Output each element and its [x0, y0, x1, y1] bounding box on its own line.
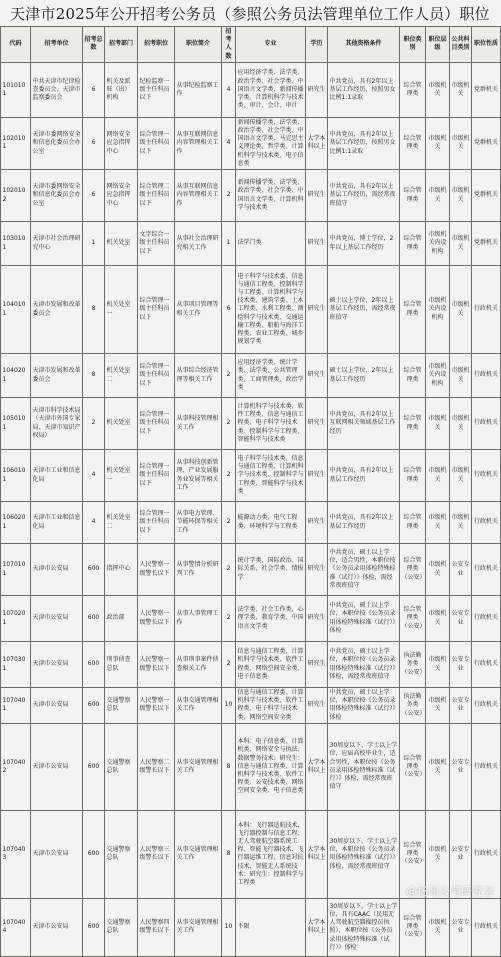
cell-description: 从事交通管理相关工作 — [175, 898, 222, 956]
cell-unit-total: 2 — [83, 398, 105, 450]
cell-level: 市级机关内设机构 — [426, 354, 450, 398]
cell-exam-type: 公安专业 — [450, 810, 472, 898]
cell-major: 新闻传播学类、法学类、政治学类、社会学类、中国语言文学类、计算机科学与技术类 — [236, 170, 306, 222]
cell-code: 1070404 — [1, 898, 31, 956]
cell-nature: 党群机关 — [472, 117, 501, 169]
cell-department: 机关处室 — [105, 398, 138, 450]
cell-category: 综合管理类（公安） — [400, 898, 426, 956]
cell-position: 文字综合一级主任科员以下 — [138, 222, 175, 266]
cell-code: 1070401 — [1, 688, 31, 724]
page-title: 天津市2025年公开招考公务员（参照公务员法管理单位工作人员）职位 — [10, 4, 490, 23]
cell-position: 人民警察三级警长以下 — [138, 810, 175, 898]
cell-unit-total: 600 — [83, 723, 105, 810]
cell-unit: 天津市公安局 — [31, 688, 83, 724]
cell-nature: 行政机关 — [472, 398, 501, 450]
cell-nature: 行政机关 — [472, 688, 501, 724]
table-row — [1, 502, 501, 544]
cell-position: 综合管理一级主任科员以下 — [138, 398, 175, 450]
cell-nature: 党群机关 — [472, 62, 501, 117]
cell-department: 交通警察总队 — [105, 810, 138, 898]
header-unit: 招考单位 — [31, 27, 83, 63]
cell-exam-type: 市级机关 — [450, 354, 472, 398]
cell-requirements: 硕士以上学位，2年以上基层工作经历，需经常夜班值守 — [328, 266, 400, 354]
cell-major: 本科：飞行器适航技术、飞行器控制与信息工程、无人驾驶航空器系统工程、智能飞行器技术、飞行器运维工程、信息对抗技术、智能无人系统技术；研究生：控制科学与工程类 — [236, 810, 306, 898]
cell-level: 市级机关 — [426, 398, 450, 450]
cell-level: 市级机关 — [426, 117, 450, 169]
cell-headcount: 1 — [222, 222, 236, 266]
cell-category: 执法勤务类（公安） — [400, 688, 426, 724]
cell-department: 交通警察总队 — [105, 723, 138, 810]
header-level: 职位层级 — [426, 27, 450, 63]
cell-code: 1050101 — [1, 398, 31, 450]
cell-unit-total: 600 — [83, 596, 105, 642]
table-row — [1, 62, 501, 117]
cell-code: 1070201 — [1, 596, 31, 642]
cell-requirements: 中共党员，硕士以上学位，本职位按《公务员录用体检特殊标准（试行）》体检 — [328, 596, 400, 642]
cell-headcount: 4 — [222, 62, 236, 117]
cell-requirements: 中共党员，硕士以上学位，本职位按《公务员录用体检特殊标准（试行）》体检，需经常夜班值守 — [328, 642, 400, 688]
cell-description: 从事社会治理研究相关工作 — [175, 222, 222, 266]
cell-category: 综合管理类 — [400, 266, 426, 354]
cell-description: 从事刑事案件侦查相关工作 — [175, 642, 222, 688]
cell-exam-type: 公安专业 — [450, 898, 472, 956]
cell-headcount: 2 — [222, 642, 236, 688]
cell-level: 市级机关 — [426, 62, 450, 117]
cell-unit-total: 600 — [83, 810, 105, 898]
cell-level: 市级机关 — [426, 642, 450, 688]
cell-category: 综合管理类 — [400, 354, 426, 398]
cell-category: 综合管理类 — [400, 222, 426, 266]
cell-position: 人民警察一级警长以下 — [138, 688, 175, 724]
header-nature: 职位性质 — [472, 27, 501, 63]
cell-headcount: 2 — [222, 502, 236, 544]
cell-education: 大学本科以上 — [306, 723, 328, 810]
cell-requirements: 中共党员，具有2年以上基层工作经历，需经常夜班值守 — [328, 170, 400, 222]
cell-headcount: 2 — [222, 450, 236, 502]
cell-position: 综合管理一级主任科员以下 — [138, 354, 175, 398]
cell-position: 综合管理一级主任科员以下 — [138, 450, 175, 502]
watermark: @扬州公考研究会 — [406, 885, 494, 898]
cell-nature: 党群机关 — [472, 170, 501, 222]
cell-requirements: 30周岁以下，学士以上学位，具有CAAC（民用无人驾驶航空器操控员执照），本职位按《公务员录用体检特殊标准（试行）》体检 — [328, 898, 400, 956]
table-row — [1, 898, 501, 956]
cell-position: 综合管理二级主任科员以下 — [138, 170, 175, 222]
cell-unit: 中共天津市纪律检查委员会、天津市监察委员会 — [31, 62, 83, 117]
cell-description: 从事人事管理工作 — [175, 596, 222, 642]
cell-nature: 行政机关 — [472, 354, 501, 398]
cell-major: 新闻传播学类、法学类、政治学类、社会学类、中国语言文学类、马克思主义理论类、哲学类、计算机科学与技术类、电子信息类 — [236, 117, 306, 169]
cell-level: 市级机关内设机构 — [426, 222, 450, 266]
cell-exam-type: 市级机关 — [450, 502, 472, 544]
cell-position: 人民警察一级警长以下 — [138, 642, 175, 688]
cell-unit: 天津市发展和改革委员会 — [31, 354, 83, 398]
header-major: 专业 — [236, 27, 306, 63]
cell-headcount: 4 — [222, 117, 236, 169]
cell-department: 交通警察总队 — [105, 898, 138, 956]
cell-position: 人民警察一级警长以下 — [138, 596, 175, 642]
cell-education: 研究生 — [306, 354, 328, 398]
cell-description: 从事警情分析研判工作 — [175, 544, 222, 596]
cell-code: 1070301 — [1, 642, 31, 688]
cell-requirements: 硕士以上学位，2年以上基层工作经历 — [328, 354, 400, 398]
cell-exam-type: 公安专业 — [450, 688, 472, 724]
table-row — [1, 117, 501, 169]
cell-department: 刑事侦查总队 — [105, 642, 138, 688]
cell-nature: 行政机关 — [472, 898, 501, 956]
header-position: 招考职位 — [138, 27, 175, 63]
cell-requirements: 30周岁以下，学士以上学位，本职位按《公务员录用体检特殊标准（试行）》体检，需经常夜班值守 — [328, 810, 400, 898]
cell-category: 综合管理类 — [400, 62, 426, 117]
cell-education: 研究生 — [306, 688, 328, 724]
cell-unit: 天津市发展和改革委员会 — [31, 266, 83, 354]
cell-requirements: 中共党员，具有2年以上基层工作经历 — [328, 502, 400, 544]
cell-nature: 行政机关 — [472, 596, 501, 642]
cell-unit: 天津市委网络安全和信息化委员会办公室 — [31, 117, 83, 169]
cell-major: 信息与通信工程类、计算机科学与技术类、软件工程类、电子科学与技术类、网络空间安全类 — [236, 688, 306, 724]
cell-department: 政治部 — [105, 596, 138, 642]
cell-level: 市级机关 — [426, 544, 450, 596]
cell-code: 1070101 — [1, 544, 31, 596]
cell-education: 研究生 — [306, 222, 328, 266]
cell-code: 1060101 — [1, 450, 31, 502]
cell-nature: 行政机关 — [472, 723, 501, 810]
cell-unit: 天津市工业和信息化局 — [31, 502, 83, 544]
cell-description: 从事科技创新管理、产业发展服务业发展等相关工作 — [175, 450, 222, 502]
header-exam-type: 公共科目类别 — [450, 27, 472, 63]
cell-education: 研究生 — [306, 62, 328, 117]
cell-headcount: 2 — [222, 354, 236, 398]
cell-major: 应用经济学类、统计学类、法学类、公共管理类、工商管理类、政治学类 — [236, 354, 306, 398]
cell-education: 大学本科以上 — [306, 810, 328, 898]
cell-major: 电子科学与技术类、信息与通信工程类、计算机科学与技术类、控制科学与工程类、智能科学与技术类 — [236, 450, 306, 502]
cell-category: 执法勤务类（公安） — [400, 642, 426, 688]
cell-department: 交通警察总队 — [105, 688, 138, 724]
cell-exam-type: 市级机关 — [450, 222, 472, 266]
cell-category: 综合管理类 — [400, 398, 426, 450]
table-row — [1, 170, 501, 222]
cell-description: 从事纪检监察工作 — [175, 62, 222, 117]
cell-category: 综合管理类（公安） — [400, 723, 426, 810]
cell-education: 研究生 — [306, 266, 328, 354]
cell-unit: 天津市公安局 — [31, 544, 83, 596]
cell-category: 综合管理类 — [400, 170, 426, 222]
header-headcount: 招考人数 — [222, 27, 236, 63]
cell-nature: 行政机关 — [472, 450, 501, 502]
cell-headcount: 2 — [222, 398, 236, 450]
cell-description: 从事交通管理相关工作 — [175, 723, 222, 810]
cell-department: 机关处室一 — [105, 450, 138, 502]
table-row — [1, 354, 501, 398]
cell-unit-total: 600 — [83, 898, 105, 956]
cell-major: 统计学类、国际政治、国际关系、社会学类、情报学 — [236, 544, 306, 596]
cell-nature: 行政机关 — [472, 544, 501, 596]
cell-level: 市级机关 — [426, 502, 450, 544]
cell-description: 从事互联网信息内容管理相关工作 — [175, 117, 222, 169]
cell-code: 1020102 — [1, 170, 31, 222]
cell-major: 法学类、社会工作类、心理学类、教育学类、中国语言文学类 — [236, 596, 306, 642]
cell-department: 指挥中心 — [105, 544, 138, 596]
cell-position: 综合管理一级主任科员以下 — [138, 117, 175, 169]
cell-exam-type: 市级机关 — [450, 450, 472, 502]
cell-unit: 天津市公安局 — [31, 898, 83, 956]
cell-unit-total: 6 — [83, 62, 105, 117]
cell-headcount: 2 — [222, 544, 236, 596]
cell-code: 1070403 — [1, 810, 31, 898]
cell-position: 人民警察四级警长以下 — [138, 898, 175, 956]
table-row — [1, 450, 501, 502]
cell-exam-type: 市级机关 — [450, 62, 472, 117]
cell-exam-type: 公安专业 — [450, 596, 472, 642]
cell-requirements: 中共党员，硕士以上学位，适合男性，本职位按《公务员录用体检特殊标准（试行）》体检，需经常夜班值守 — [328, 544, 400, 596]
cell-description: 从事电力管理、节能环保等相关工作 — [175, 502, 222, 544]
cell-unit-total: 600 — [83, 642, 105, 688]
cell-major: 能源动力类、电气工程类、环境科学与工程类 — [236, 502, 306, 544]
cell-level: 市级机关内设机构 — [426, 266, 450, 354]
cell-requirements: 中共党员，具有2年以上基层工作经历，按照男女比例1:1录取 — [328, 62, 400, 117]
cell-requirements: 中共党员，博士学位，2年以上基层工作经历 — [328, 222, 400, 266]
cell-unit-total: 8 — [83, 266, 105, 354]
cell-department: 机关处室 — [105, 222, 138, 266]
cell-headcount: 10 — [222, 898, 236, 956]
header-department: 招考部门 — [105, 27, 138, 63]
cell-code: 1030101 — [1, 222, 31, 266]
cell-category: 综合管理类 — [400, 502, 426, 544]
cell-education: 大学本科以上 — [306, 898, 328, 956]
cell-unit: 天津市工业和信息化局 — [31, 450, 83, 502]
cell-unit-total: 600 — [83, 544, 105, 596]
table-header — [1, 27, 501, 63]
cell-position: 人民警察一级警长以下 — [138, 544, 175, 596]
header-requirements: 其他资格条件 — [328, 27, 400, 63]
cell-level: 市级机关 — [426, 898, 450, 956]
cell-exam-type: 市级机关 — [450, 117, 472, 169]
cell-code: 1010101 — [1, 62, 31, 117]
table-row — [1, 642, 501, 688]
cell-description: 从事项目管理等相关工作 — [175, 266, 222, 354]
cell-department: 机关及派驻（出）机构 — [105, 62, 138, 117]
cell-unit-total: 6 — [83, 117, 105, 169]
cell-category: 综合管理类（公安） — [400, 810, 426, 898]
cell-education: 研究生 — [306, 596, 328, 642]
cell-exam-type: 公安专业 — [450, 544, 472, 596]
cell-major: 电子科学与技术类、信息与通信工程类、控制科学与工程类、计算机科学与技术类、建筑学类、土木工程类、水利工程类、测绘科学与技术类、交通运输工程类、船舶与海洋工程类、农业工程类、城乡规划学类 — [236, 266, 306, 354]
cell-education: 研究生 — [306, 502, 328, 544]
cell-level: 市级机关 — [426, 723, 450, 810]
cell-unit-total: 4 — [83, 450, 105, 502]
cell-major: 法学门类 — [236, 222, 306, 266]
header-description: 职位简介 — [175, 27, 222, 63]
cell-code: 1020101 — [1, 117, 31, 169]
cell-category: 综合管理类 — [400, 117, 426, 169]
cell-nature: 行政机关 — [472, 502, 501, 544]
cell-category: 综合管理类 — [400, 450, 426, 502]
table-row — [1, 688, 501, 724]
cell-level: 市级机关 — [426, 596, 450, 642]
cell-exam-type: 公安专业 — [450, 642, 472, 688]
table-row — [1, 596, 501, 642]
cell-level: 市级机关 — [426, 450, 450, 502]
cell-code: 1040201 — [1, 354, 31, 398]
cell-major: 计算机科学与技术类、软件工程类、信息与通信工程类、电子科学与技术类、控制科学与工程类、智能科学与技术类 — [236, 398, 306, 450]
cell-major: 应用经济学类、法学类、政治学类、社会学类、中国语言文学类、新闻传播学类、计算机科学与技术类、审计、会计、审计 — [236, 62, 306, 117]
cell-exam-type: 市级机关 — [450, 266, 472, 354]
cell-description: 从事综合经济管理等相关工作 — [175, 354, 222, 398]
cell-headcount: 8 — [222, 723, 236, 810]
cell-headcount: 10 — [222, 688, 236, 724]
cell-unit: 天津市社会治理研究中心 — [31, 222, 83, 266]
cell-department: 机关处室二 — [105, 354, 138, 398]
cell-headcount: 2 — [222, 170, 236, 222]
cell-position: 纪检监察一级主任科员以下 — [138, 62, 175, 117]
cell-department: 网络安全应急指挥中心 — [105, 170, 138, 222]
cell-nature: 行政机关 — [472, 642, 501, 688]
cell-department: 网络安全应急指挥中心 — [105, 117, 138, 169]
cell-unit: 天津市公安局 — [31, 723, 83, 810]
table-row — [1, 398, 501, 450]
cell-education: 研究生 — [306, 642, 328, 688]
table-body — [1, 62, 501, 956]
cell-level: 市级机关 — [426, 170, 450, 222]
cell-unit: 天津市公安局 — [31, 596, 83, 642]
cell-category: 综合管理类（公安） — [400, 544, 426, 596]
cell-unit: 天津市委网络安全和信息化委员会办公室 — [31, 170, 83, 222]
header-row — [1, 27, 501, 63]
table-row — [1, 222, 501, 266]
table-row — [1, 723, 501, 810]
cell-education: 研究生 — [306, 450, 328, 502]
cell-education: 研究生 — [306, 398, 328, 450]
cell-category: 综合管理类（公安） — [400, 596, 426, 642]
cell-code: 1070402 — [1, 723, 31, 810]
cell-requirements: 中共党员，具有2年以上基层工作经历，按照男女比例1:1录取 — [328, 117, 400, 169]
cell-department: 机关处室一 — [105, 266, 138, 354]
cell-unit-total: 6 — [83, 170, 105, 222]
cell-major: 信息与通信工程类、计算机科学与技术类、软件工程类、网络空间安全类、电子信息类 — [236, 642, 306, 688]
cell-nature: 行政机关 — [472, 266, 501, 354]
cell-unit-total: 1 — [83, 222, 105, 266]
cell-education: 大学本科以上 — [306, 117, 328, 169]
cell-level: 市级机关 — [426, 810, 450, 898]
cell-position: 综合管理一级主任科员以下 — [138, 266, 175, 354]
recruitment-table — [0, 26, 501, 957]
cell-education: 研究生 — [306, 170, 328, 222]
cell-headcount: 8 — [222, 810, 236, 898]
cell-unit-total: 8 — [83, 354, 105, 398]
cell-unit: 天津市科学技术局（天津市外国专家局、天津市知识产权局） — [31, 398, 83, 450]
cell-nature: 党群机关 — [472, 222, 501, 266]
cell-unit: 天津市公安局 — [31, 810, 83, 898]
cell-major: 不限 — [236, 898, 306, 956]
cell-major: 本科：电子信息类、计算机类、网络安全与执法、数据警务技术；研究生：信息与通信工程类、计算机科学与技术类、软件工程类、公安技术类、网络空间安全类、电子信息类 — [236, 723, 306, 810]
cell-unit: 天津市公安局 — [31, 642, 83, 688]
cell-unit-total: 4 — [83, 502, 105, 544]
cell-description: 从事互联网信息内容管理相关工作 — [175, 170, 222, 222]
cell-exam-type: 市级机关 — [450, 398, 472, 450]
cell-department: 机关处室二 — [105, 502, 138, 544]
header-category: 职位类别 — [400, 27, 426, 63]
cell-nature: 行政机关 — [472, 810, 501, 898]
cell-code: 1040101 — [1, 266, 31, 354]
cell-requirements: 中共党员，具有2年以上基层工作经历 — [328, 450, 400, 502]
cell-requirements: 30周岁以下，学士以上学位，应届高校毕业生，适合男性，本职位按《公务员录用体检特殊标准（试行）》体检，需经常夜班值守 — [328, 723, 400, 810]
cell-exam-type: 公安专业 — [450, 723, 472, 810]
header-education: 学历 — [306, 27, 328, 63]
cell-headcount: 6 — [222, 266, 236, 354]
header-code: 代码 — [1, 27, 31, 63]
cell-description: 从事科技管理相关工作 — [175, 398, 222, 450]
cell-requirements: 中共党员，具有2年以上互联网相关领域基层工作经历 — [328, 398, 400, 450]
cell-exam-type: 市级机关 — [450, 170, 472, 222]
table-row — [1, 544, 501, 596]
table-row — [1, 266, 501, 354]
cell-code: 1060201 — [1, 502, 31, 544]
cell-level: 市级机关 — [426, 688, 450, 724]
cell-position: 人民警察二级警长以下 — [138, 723, 175, 810]
cell-headcount: 2 — [222, 596, 236, 642]
cell-description: 从事交通管理相关工作 — [175, 810, 222, 898]
cell-education: 研究生 — [306, 544, 328, 596]
cell-description: 从事交通管理相关工作 — [175, 688, 222, 724]
header-unit-total: 招考总数 — [83, 27, 105, 63]
cell-unit-total: 600 — [83, 688, 105, 724]
cell-requirements: 中共党员，硕士以上学位，本职位按《公务员录用体检特殊标准（试行）》体检 — [328, 688, 400, 724]
cell-position: 综合管理一级主任科员以下 — [138, 502, 175, 544]
